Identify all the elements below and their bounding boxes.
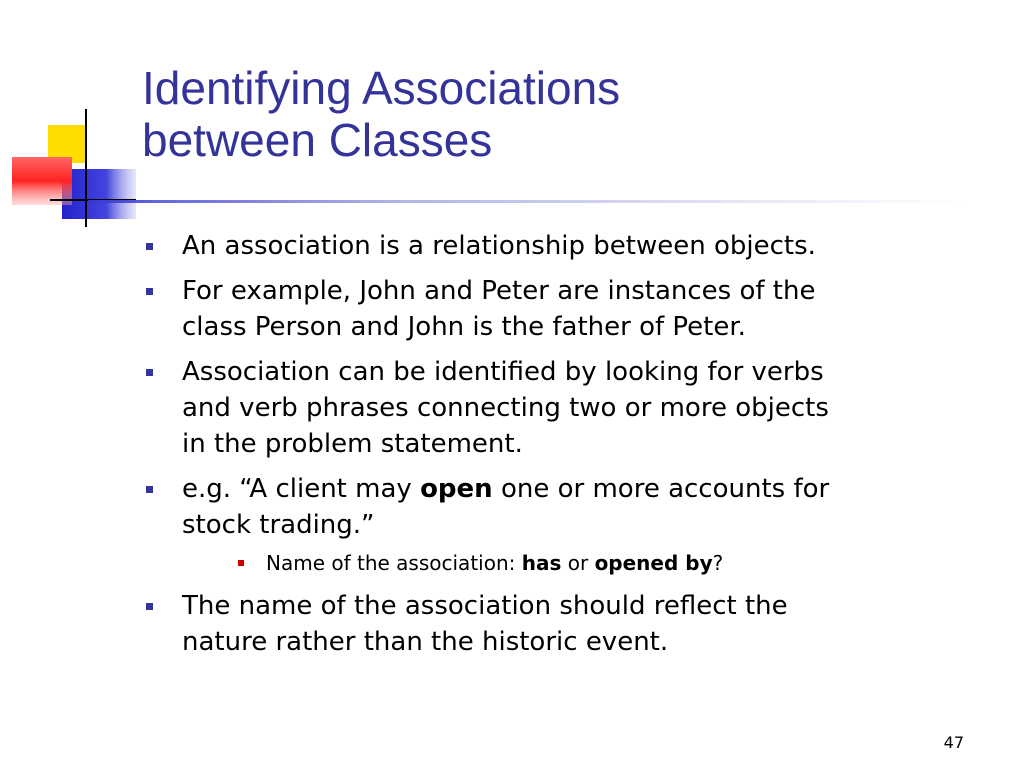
bold-term-has: has xyxy=(521,551,562,575)
square-bullet-icon xyxy=(146,288,153,295)
bold-term-open: open xyxy=(420,474,493,504)
sub-bullet-text xyxy=(266,551,723,575)
sub-text-part: ? xyxy=(712,551,724,575)
sub-text-part: Name of the association: xyxy=(266,551,522,575)
bullet-item xyxy=(142,228,992,264)
bullet-text: class Person and John is the father of Peter. xyxy=(182,312,746,342)
square-bullet-icon xyxy=(146,369,153,376)
page-number: 47 xyxy=(943,733,964,752)
slide-title xyxy=(142,62,620,166)
bullet-text: For example, John and Peter are instances of the xyxy=(182,276,816,306)
title-underline xyxy=(88,200,968,203)
slide-title-line: between Classes xyxy=(142,114,493,166)
bullet-text-part: one or more accounts for xyxy=(492,474,830,504)
bullet-text: nature rather than the historic event. xyxy=(182,627,669,657)
bullet-text: stock trading.” xyxy=(182,510,375,540)
slide-title-line: Identifying Associations xyxy=(142,62,621,114)
bullet-text: in the problem statement. xyxy=(182,429,523,459)
overlapping-squares-logo-icon xyxy=(10,105,140,230)
bullet-text: An association is a relationship between objects. xyxy=(182,231,816,261)
sub-bullet-list xyxy=(182,547,992,579)
red-square-bullet-icon xyxy=(238,560,244,566)
bullet-item xyxy=(142,354,992,462)
bullet-text: Association can be identified by looking for verbs xyxy=(182,357,824,387)
square-bullet-icon xyxy=(146,243,153,250)
bullet-item xyxy=(142,471,992,579)
bullet-item xyxy=(142,588,992,660)
square-bullet-icon xyxy=(146,486,153,493)
slide-body xyxy=(142,228,992,669)
sub-bullet-item xyxy=(182,547,992,579)
bullet-text: The name of the association should reflect the xyxy=(182,591,788,621)
square-bullet-icon xyxy=(146,603,153,610)
bullet-list xyxy=(142,228,992,660)
bullet-text: and verb phrases connecting two or more objects xyxy=(182,393,829,423)
bold-term-opened-by: opened by xyxy=(594,551,713,575)
sub-text-part: or xyxy=(561,551,595,575)
bullet-item xyxy=(142,273,992,345)
bullet-text xyxy=(182,471,992,507)
bullet-text-part: e.g. “A client may xyxy=(182,474,421,504)
